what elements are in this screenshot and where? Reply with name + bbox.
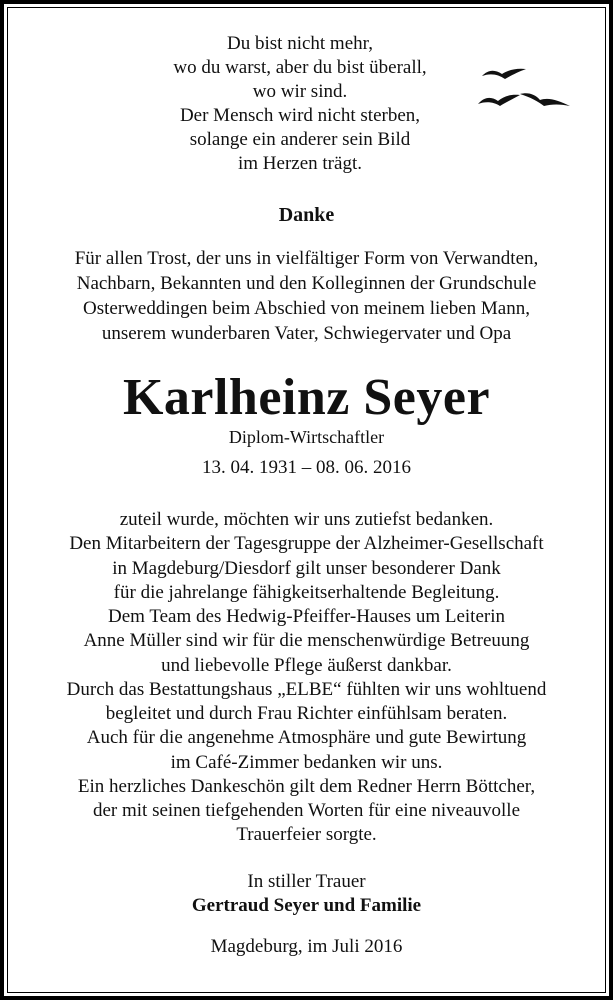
body-line: Anne Müller sind wir für die menschenwürdige Betreuung — [83, 630, 530, 652]
intro-paragraph — [20, 246, 593, 346]
body-line: in Magdeburg/Diesdorf gilt unser besonderer Dank — [112, 557, 501, 579]
intro-line: unserem wunderbaren Vater, Schwiegervater und Opa — [101, 323, 512, 344]
body-line: für die jahrelange fähigkeitserhaltende Begleitung. — [113, 581, 500, 603]
body-paragraph — [20, 508, 593, 848]
poem-line: Der Mensch wird nicht sterben, — [179, 105, 421, 126]
body-line: Auch für die angenehme Atmosphäre und gute Bewirtung — [86, 727, 527, 749]
body-line: Den Mitarbeitern der Tagesgruppe der Alzheimer-Gesellschaft — [69, 533, 544, 555]
body-line: Ein herzliches Dankeschön gilt dem Redner Herrn Böttcher, — [77, 775, 536, 797]
place-date: Magdeburg, im Juli 2016 — [210, 936, 403, 957]
bird-2 — [478, 95, 520, 106]
bird-3 — [520, 93, 570, 106]
body-line: und liebevolle Pflege äußerst dankbar. — [161, 654, 452, 676]
intro-line: Osterweddingen beim Abschied von meinem lieben Mann, — [83, 298, 530, 319]
deceased-profession: Diplom-Wirtschaftler — [228, 427, 385, 447]
heading-danke: Danke — [278, 204, 335, 226]
signature: Gertraud Seyer und Familie — [191, 895, 422, 916]
intro-line: Nachbarn, Bekannten und den Kolleginnen der Grundschule — [76, 273, 537, 294]
body-line: der mit seinen tiefgehenden Worten für eine niveauvolle — [92, 800, 521, 821]
poem-line: Du bist nicht mehr, — [227, 33, 373, 54]
poem-line: solange ein anderer sein Bild — [189, 129, 411, 150]
body-line: Trauerfeier sorgte. — [236, 824, 377, 846]
body-line: begleitet und durch Frau Richter einfühlsam beraten. — [105, 703, 508, 724]
poem-line: im Herzen trägt. — [238, 153, 362, 174]
poem-line: wo du warst, aber du bist überall, — [173, 57, 427, 78]
intro-line: Für allen Trost, der uns in vielfältiger Form von Verwandten, — [74, 248, 539, 269]
birds-icon — [478, 62, 578, 114]
deceased-name: Karlheinz Seyer — [122, 369, 491, 426]
poem-line: wo wir sind. — [252, 81, 348, 102]
body-line: Dem Team des Hedwig-Pfeiffer-Hauses um Leiterin — [108, 606, 505, 627]
body-line: im Café-Zimmer bedanken wir uns. — [170, 751, 443, 773]
body-line: Durch das Bestattungshaus „ELBE“ fühlten wir uns wohltuend — [66, 678, 547, 700]
body-line: zuteil wurde, möchten wir uns zutiefst bedanken. — [119, 509, 494, 530]
poem — [100, 32, 500, 176]
life-dates: 13. 04. 1931 – 08. 06. 2016 — [202, 457, 411, 478]
closing-phrase: In stiller Trauer — [247, 871, 366, 892]
bird-1 — [482, 69, 526, 79]
